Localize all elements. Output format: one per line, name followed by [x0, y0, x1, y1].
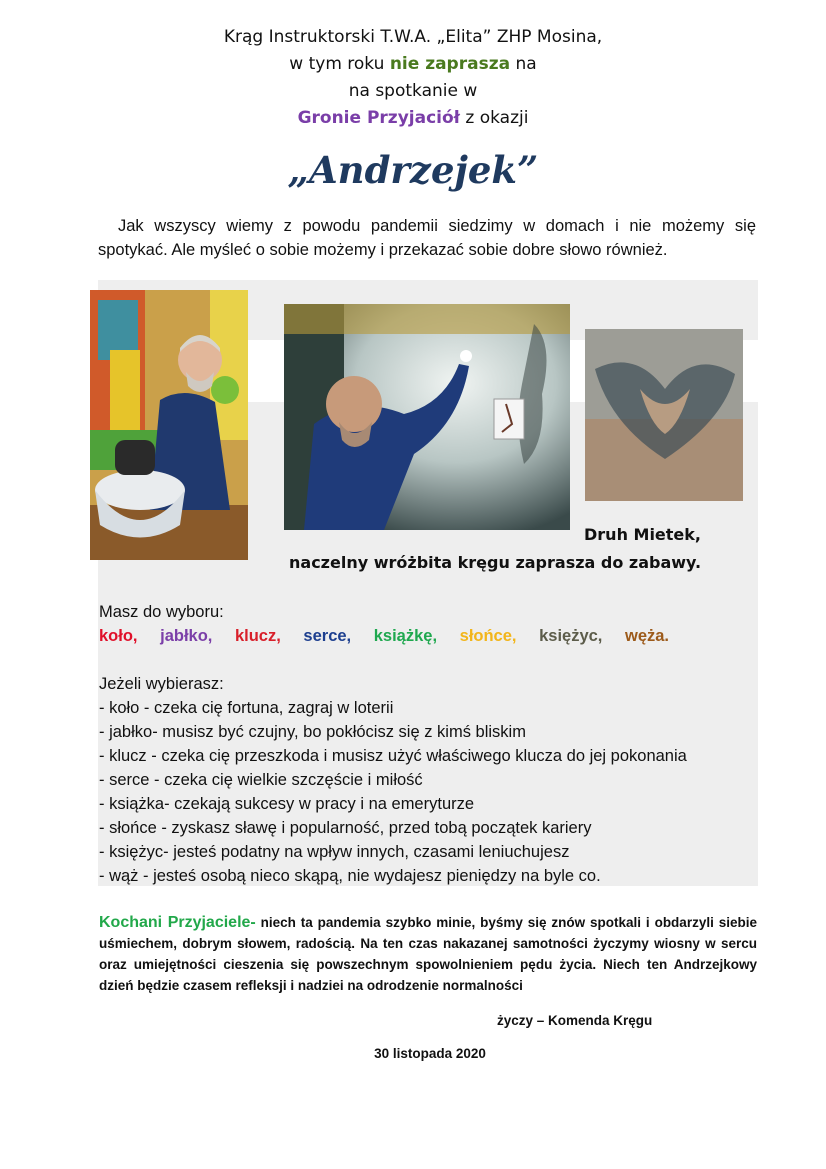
photo-caption-line-1: Druh Mietek, — [584, 525, 701, 544]
header-line-4 — [0, 107, 826, 129]
closing-paragraph — [99, 912, 757, 996]
choice-option: księżyc, — [539, 627, 603, 645]
photo-shadow-heart-image — [585, 329, 743, 501]
header-line-2-emphasis: nie zaprasza — [389, 54, 511, 74]
photo-man-with-candle-image — [284, 304, 570, 530]
photo-man-pouring-image — [90, 290, 248, 560]
choice-option: klucz, — [234, 627, 281, 645]
meaning-item: - księżyc- jesteś podatny na wpływ innych, czasami leniuchujesz — [99, 843, 570, 861]
photo-caption-line-2: naczelny wróżbita kręgu zaprasza do zabawy. — [289, 553, 702, 572]
header-line-4-emphasis: Gronie Przyjaciół — [297, 108, 460, 128]
choice-option: słońce, — [459, 627, 517, 645]
signature: życzy – Komenda Kręgu — [497, 1013, 653, 1028]
choices-intro: Masz do wyboru: — [99, 603, 224, 621]
meaning-item: - wąż - jesteś osobą nieco skąpą, nie wydajesz pieniędzy na byle co. — [99, 867, 601, 885]
photo-man-with-candle — [284, 304, 570, 530]
choice-option: koło, — [99, 627, 138, 645]
header-line-4-post: z okazji — [459, 108, 529, 128]
choice-option: jabłko, — [160, 627, 213, 645]
closing-lead: Kochani Przyjaciele- — [99, 914, 256, 931]
choice-option: książkę, — [373, 627, 438, 645]
page-title: „Andrzejek” — [287, 148, 539, 192]
date: 30 listopada 2020 — [374, 1046, 486, 1061]
choice-option: węża. — [625, 627, 670, 645]
meaning-item: - książka- czekają sukcesy w pracy i na emeryturze — [99, 795, 475, 813]
header-line-2-pre: w tym roku — [289, 54, 390, 74]
choice-option: serce, — [303, 627, 352, 645]
meaning-item: - jabłko- musisz być czujny, bo pokłócisz się z kimś bliskim — [99, 723, 526, 741]
header-line-2 — [0, 53, 826, 75]
header-line-3: na spotkanie w — [348, 81, 478, 101]
header-line-1: Krąg Instruktorski T.W.A. „Elita” ZHP Mosina, — [223, 27, 603, 47]
photo-man-pouring — [90, 290, 248, 560]
intro-paragraph: Jak wszyscy wiemy z powodu pandemii siedzimy w domach i nie możemy się spotykać. Ale myśleć o sobie możemy i przekazać sobie dobre słowo również. — [98, 217, 756, 259]
meaning-item: - koło - czeka cię fortuna, zagraj w loterii — [99, 699, 394, 717]
meanings-intro: Jeżeli wybierasz: — [99, 675, 224, 693]
meaning-item: - słońce - zyskasz sławę i popularność, przed tobą początek kariery — [99, 819, 592, 837]
meaning-item: - serce - czeka cię wielkie szczęście i miłość — [99, 771, 423, 789]
fortune-list — [99, 600, 749, 888]
header-line-2-post: na — [510, 54, 537, 74]
meaning-item: - klucz - czeka cię przeszkoda i musisz użyć właściwego klucza do jej pokonania — [99, 747, 687, 765]
choices-options — [99, 624, 749, 648]
photo-shadow-heart — [585, 329, 743, 501]
closing-body: niech ta pandemia szybko minie, byśmy się znów spotkali i obdarzyli siebie uśmiechem, dobrym słowem, radością. Na ten czas nakazanej samotności życzymy wiosny w sercu oraz umiejętności cieszenia się powszechnym spowolnieniem pędu życia. Niech ten Andrzejkowy dzień będzie czasem refleksji i nadziei na odrodzenie normalności — [99, 915, 757, 993]
